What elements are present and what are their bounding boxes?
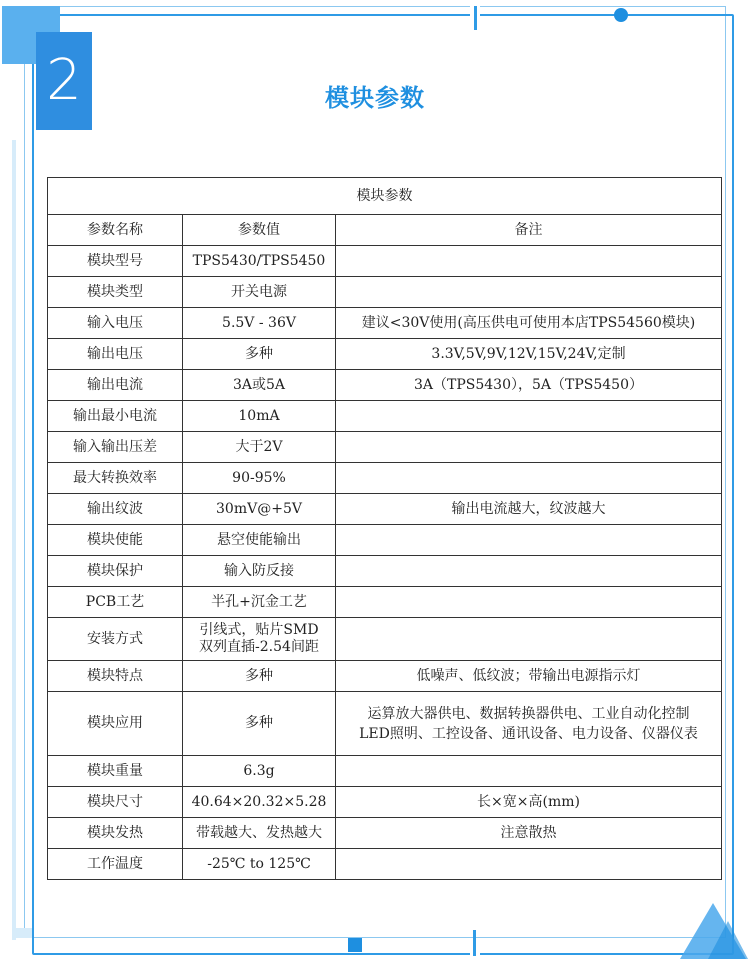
param-name-cell: 输入输出压差 bbox=[48, 432, 183, 463]
param-value-cell: 6.3g bbox=[183, 756, 336, 787]
param-name-cell: 模块尺寸 bbox=[48, 787, 183, 818]
param-value-cell: 40.64×20.32×5.28 bbox=[183, 787, 336, 818]
table-caption: 模块参数 bbox=[48, 178, 722, 215]
table-row bbox=[48, 308, 722, 339]
table-row bbox=[48, 756, 722, 787]
param-name-cell: 输出最小电流 bbox=[48, 401, 183, 432]
param-name-cell: 模块重量 bbox=[48, 756, 183, 787]
param-value-cell: 带载越大、发热越大 bbox=[183, 818, 336, 849]
column-header-value: 参数值 bbox=[183, 215, 336, 246]
section-title: 模块参数 bbox=[325, 84, 425, 112]
param-note-cell bbox=[336, 401, 722, 432]
param-note-cell: 长×宽×高(mm) bbox=[336, 787, 722, 818]
param-name-cell: 模块型号 bbox=[48, 246, 183, 277]
param-note-cell: 输出电流越大，纹波越大 bbox=[336, 494, 722, 525]
table-caption-row bbox=[48, 178, 722, 215]
frame-tick-top bbox=[474, 6, 477, 30]
table-row bbox=[48, 370, 722, 401]
param-note-cell: 3.3V,5V,9V,12V,15V,24V,定制 bbox=[336, 339, 722, 370]
param-note-cell: 3A（TPS5430），5A（TPS5450） bbox=[336, 370, 722, 401]
param-name-cell: 模块类型 bbox=[48, 277, 183, 308]
param-value-cell bbox=[183, 618, 336, 661]
table-row bbox=[48, 463, 722, 494]
param-name-cell: 输出纹波 bbox=[48, 494, 183, 525]
table-row bbox=[48, 401, 722, 432]
table-row bbox=[48, 246, 722, 277]
square-marker-icon bbox=[348, 938, 362, 952]
param-name-cell: 输出电压 bbox=[48, 339, 183, 370]
decorative-side-bar bbox=[12, 140, 16, 940]
param-value-cell: TPS5430/TPS5450 bbox=[183, 246, 336, 277]
param-value-cell: 90-95% bbox=[183, 463, 336, 494]
param-name-cell: 模块保护 bbox=[48, 556, 183, 587]
parameters-table bbox=[47, 177, 722, 880]
param-name-cell: PCB工艺 bbox=[48, 587, 183, 618]
table-row bbox=[48, 494, 722, 525]
param-value-line: 引线式，贴片SMD bbox=[199, 622, 319, 638]
param-name-cell: 最大转换效率 bbox=[48, 463, 183, 494]
param-note-cell bbox=[336, 556, 722, 587]
param-value-cell: 大于2V bbox=[183, 432, 336, 463]
table-row bbox=[48, 818, 722, 849]
column-header-name: 参数名称 bbox=[48, 215, 183, 246]
param-name-cell: 工作温度 bbox=[48, 849, 183, 880]
param-note-cell bbox=[336, 587, 722, 618]
param-name-cell: 模块使能 bbox=[48, 525, 183, 556]
param-note-line: LED照明、工控设备、通讯设备、电力设备、仪器仪表 bbox=[359, 725, 698, 742]
table-row bbox=[48, 556, 722, 587]
table-row bbox=[48, 787, 722, 818]
param-note-cell bbox=[336, 463, 722, 494]
param-note-cell bbox=[336, 618, 722, 661]
param-note-cell: 注意散热 bbox=[336, 818, 722, 849]
param-value-cell: 30mV@+5V bbox=[183, 494, 336, 525]
table-row bbox=[48, 432, 722, 463]
param-value-cell: -25℃ to 125℃ bbox=[183, 849, 336, 880]
param-note-cell bbox=[336, 692, 722, 756]
decorative-corner-bar bbox=[14, 928, 32, 938]
param-name-cell: 输出电流 bbox=[48, 370, 183, 401]
table-row bbox=[48, 661, 722, 692]
param-value-cell: 3A或5A bbox=[183, 370, 336, 401]
param-value-cell: 悬空使能输出 bbox=[183, 525, 336, 556]
table-header-row bbox=[48, 215, 722, 246]
param-note-cell bbox=[336, 277, 722, 308]
param-value-cell: 多种 bbox=[183, 661, 336, 692]
circle-dot-icon bbox=[614, 8, 628, 22]
table-row bbox=[48, 849, 722, 880]
param-note-cell: 低噪声、低纹波；带输出电源指示灯 bbox=[336, 661, 722, 692]
param-note-cell bbox=[336, 849, 722, 880]
param-value-cell: 多种 bbox=[183, 692, 336, 756]
param-value-line: 双列直插-2.54间距 bbox=[199, 639, 319, 655]
frame-tick-bottom bbox=[473, 930, 476, 956]
param-name-cell: 输入电压 bbox=[48, 308, 183, 339]
section-number: 2 bbox=[36, 32, 92, 130]
param-value-cell: 多种 bbox=[183, 339, 336, 370]
param-note-cell bbox=[336, 432, 722, 463]
param-value-cell: 5.5V - 36V bbox=[183, 308, 336, 339]
table-row bbox=[48, 525, 722, 556]
param-name-cell: 模块发热 bbox=[48, 818, 183, 849]
param-name-cell: 模块特点 bbox=[48, 661, 183, 692]
param-name-cell: 模块应用 bbox=[48, 692, 183, 756]
param-note-cell: 建议<30V使用(高压供电可使用本店TPS54560模块) bbox=[336, 308, 722, 339]
table-row bbox=[48, 339, 722, 370]
param-note-cell bbox=[336, 246, 722, 277]
table-row bbox=[48, 587, 722, 618]
param-value-cell: 半孔+沉金工艺 bbox=[183, 587, 336, 618]
param-value-cell: 输入防反接 bbox=[183, 556, 336, 587]
param-note-line: 运算放大器供电、数据转换器供电、工业自动化控制 bbox=[367, 705, 690, 722]
param-value-cell: 开关电源 bbox=[183, 277, 336, 308]
param-value-cell: 10mA bbox=[183, 401, 336, 432]
param-note-cell bbox=[336, 756, 722, 787]
table-row bbox=[48, 277, 722, 308]
table-row bbox=[48, 618, 722, 661]
param-name-cell: 安装方式 bbox=[48, 618, 183, 661]
param-note-cell bbox=[336, 525, 722, 556]
column-header-note: 备注 bbox=[336, 215, 722, 246]
table-row bbox=[48, 692, 722, 756]
triangle-corner-icon bbox=[678, 901, 748, 961]
